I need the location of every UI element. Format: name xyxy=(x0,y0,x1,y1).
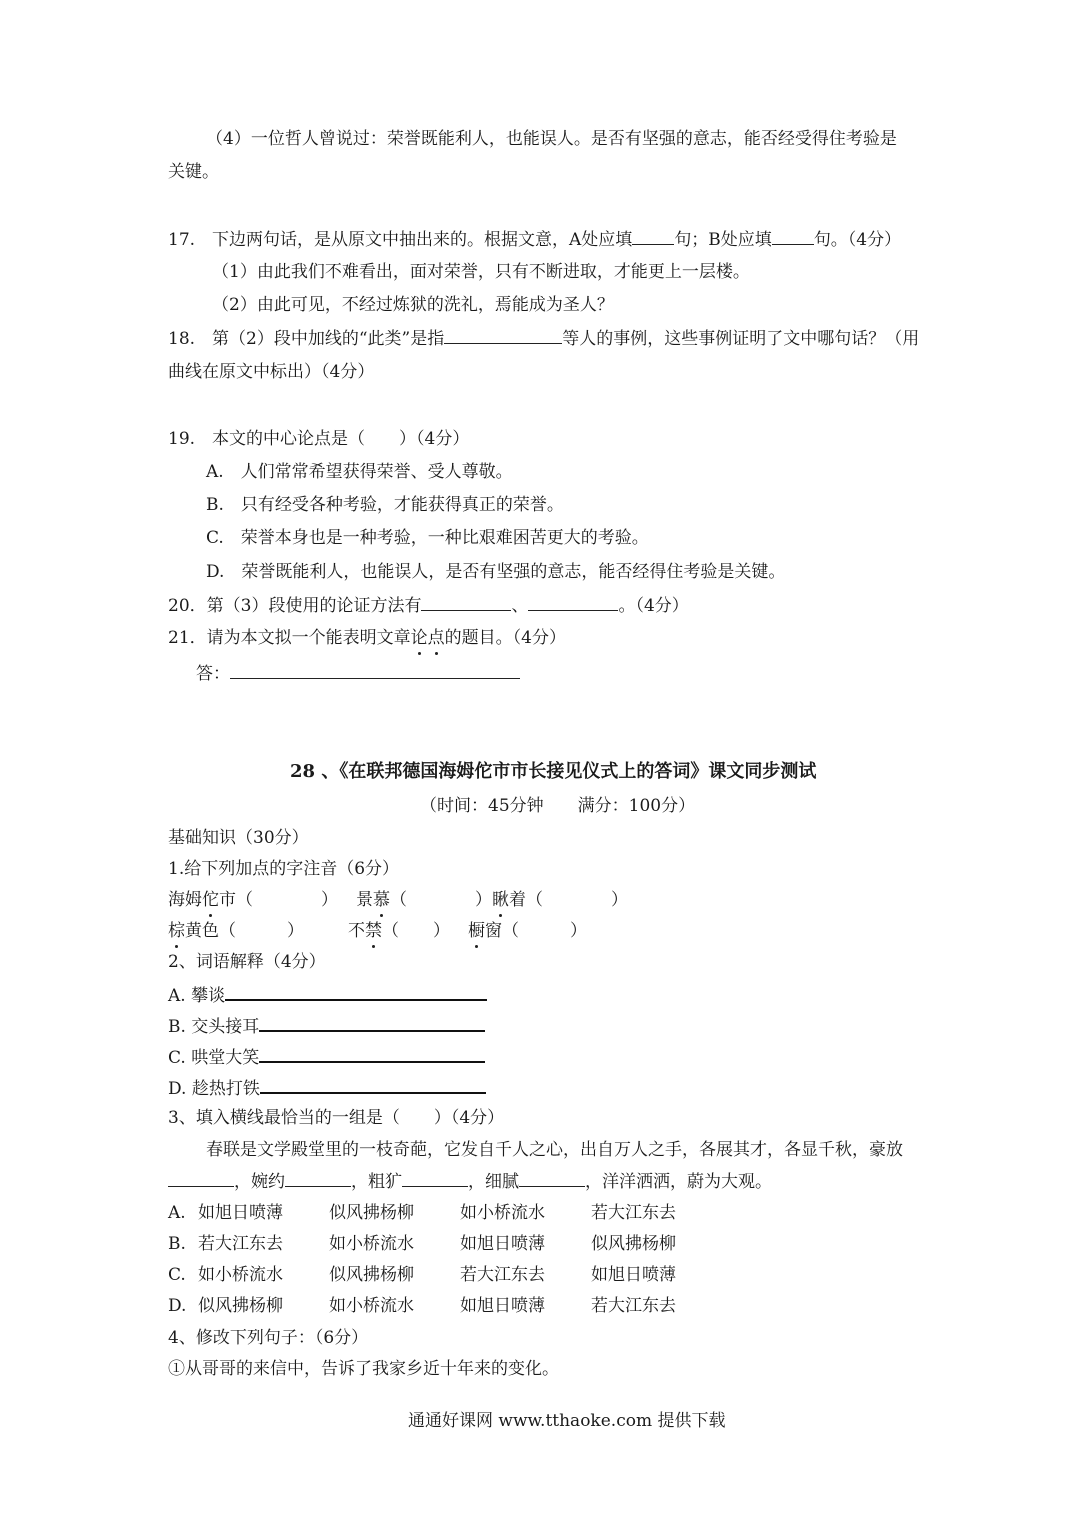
b3-paragraph-line-2 xyxy=(168,1170,772,1193)
b3-option-phrase: 如旭日喷薄 xyxy=(460,1296,545,1316)
b3-blank-2[interactable] xyxy=(285,1170,351,1187)
question-21 xyxy=(168,627,566,649)
b2-item-c xyxy=(168,1045,485,1069)
b3-option-phrase: 如旭日喷薄 xyxy=(198,1203,283,1223)
b1-item-post: 窗（ ） xyxy=(485,921,587,941)
b1-item-post: 黄色（ ） xyxy=(185,921,304,941)
answer-label: 答： xyxy=(196,664,230,684)
b2-blank[interactable] xyxy=(259,1014,485,1032)
b3-option-label: D. xyxy=(168,1296,187,1316)
b1-item-post: 市（ ） xyxy=(219,890,338,910)
b2-item-a xyxy=(168,983,487,1007)
question-17-text-b: 句；B处应填 xyxy=(674,230,772,250)
section-title: 28 、《在联邦德国海姆佗市市长接见仪式上的答词》课文同步测试 xyxy=(290,761,817,782)
question-17-sentence-1: （1）由此我们不难看出，面对荣誉，只有不断进取，才能更上一层楼。 xyxy=(212,262,750,282)
question-20 xyxy=(168,594,689,617)
b3-option-a[interactable] xyxy=(168,1202,676,1224)
b3-option-phrase: 若大江东去 xyxy=(198,1234,283,1254)
question-20-blank-2[interactable] xyxy=(528,594,618,611)
b3-text: ，婉约 xyxy=(234,1172,285,1192)
question-20-blank-1[interactable] xyxy=(421,594,511,611)
b2-blank[interactable] xyxy=(260,1076,486,1094)
b3-option-phrase: 似风拂杨柳 xyxy=(329,1265,414,1285)
b1-row-2 xyxy=(168,920,587,942)
question-21-dotted-char-2: 点 xyxy=(427,628,445,648)
question-19-option-d[interactable]: D. 荣誉既能利人，也能误人，是否有坚强的意志，能否经得住考验是关键。 xyxy=(206,562,786,582)
b2-stem: 2、词语解释（4分） xyxy=(168,952,326,972)
question-18-text-b: 等人的事例，这些事例证明了文中哪句话？（用 xyxy=(562,329,920,349)
b1-item xyxy=(168,889,356,911)
paragraph-4-line-1: （4）一位哲人曾说过：荣誉既能利人，也能误人。是否有坚强的意志，能否经受得住考验是 xyxy=(206,129,897,149)
b3-option-phrase: 如小桥流水 xyxy=(329,1296,414,1316)
paragraph-4-line-2: 关键。 xyxy=(168,162,219,182)
question-18-blank[interactable] xyxy=(444,327,562,344)
section-subtitle: （时间：45分钟 满分：100分） xyxy=(420,796,696,816)
question-20-text-a: 20．第（3）段使用的论证方法有 xyxy=(168,596,422,616)
b1-item xyxy=(356,889,492,911)
b2-term: B. 交头接耳 xyxy=(168,1017,260,1037)
b1-dotted-char: 禁 xyxy=(365,921,382,941)
b1-stem: 1.给下列加点的字注音（6分） xyxy=(168,859,400,879)
b1-item xyxy=(468,921,587,941)
b1-item-post: （ ） xyxy=(382,921,450,941)
b1-dotted-char: 橱 xyxy=(468,921,485,941)
b3-option-b[interactable] xyxy=(168,1233,676,1255)
b1-item-pre: 不 xyxy=(348,921,365,941)
b1-row-1 xyxy=(168,889,628,911)
question-21-answer xyxy=(196,662,520,685)
blank-a[interactable] xyxy=(632,228,674,245)
answer-blank[interactable] xyxy=(230,662,520,679)
question-21-dotted-char-1: 论 xyxy=(410,628,428,648)
b1-item xyxy=(168,920,348,942)
b2-item-d xyxy=(168,1076,486,1100)
b3-option-c[interactable] xyxy=(168,1264,676,1286)
question-18 xyxy=(168,327,919,350)
question-19-option-b[interactable]: B. 只有经受各种考验，才能获得真正的荣誉。 xyxy=(206,495,564,515)
question-21-text-b: 的题目。（4分） xyxy=(444,628,566,648)
b4-sentence-1: ①从哥哥的来信中，告诉了我家乡近十年来的变化。 xyxy=(168,1359,559,1379)
b3-option-phrase: 似风拂杨柳 xyxy=(198,1296,283,1316)
b3-option-phrase: 若大江东去 xyxy=(591,1203,676,1223)
b4-stem: 4、修改下列句子：（6分） xyxy=(168,1328,369,1348)
b3-blank-1[interactable] xyxy=(168,1170,234,1187)
b3-option-phrase: 如小桥流水 xyxy=(460,1203,545,1223)
b3-option-phrase: 如旭日喷薄 xyxy=(460,1234,545,1254)
question-19-stem: 19. 本文的中心论点是（ ）（4分） xyxy=(168,429,470,449)
b3-option-phrase: 若大江东去 xyxy=(460,1265,545,1285)
b3-text: ，细腻 xyxy=(468,1172,519,1192)
question-18-text-a: 18. 第（2）段中加线的“此类”是指 xyxy=(168,329,445,349)
b3-paragraph-line-1: 春联是文学殿堂里的一枝奇葩，它发自千人之心，出自万人之手，各展其才，各显千秋，豪放 xyxy=(206,1140,903,1160)
b3-option-phrase: 如小桥流水 xyxy=(329,1234,414,1254)
b2-term: A. 攀谈 xyxy=(168,986,226,1006)
b2-item-b xyxy=(168,1014,485,1038)
b1-item-post: （ ） xyxy=(390,890,492,910)
b3-text: ，洋洋洒洒，蔚为大观。 xyxy=(585,1172,772,1192)
b1-dotted-char: 瞅 xyxy=(492,890,509,910)
question-17-text-c: 句。（4分） xyxy=(813,230,902,250)
question-19-option-a[interactable]: A. 人们常常希望获得荣誉、受人尊敬。 xyxy=(206,462,513,482)
b3-option-phrase: 似风拂杨柳 xyxy=(591,1234,676,1254)
b3-stem: 3、填入横线最恰当的一组是（ ）（4分） xyxy=(168,1108,505,1128)
b3-option-label: A. xyxy=(168,1203,186,1223)
b3-option-phrase: 若大江东去 xyxy=(591,1296,676,1316)
blank-b[interactable] xyxy=(772,228,814,245)
b3-option-phrase: 如旭日喷薄 xyxy=(591,1265,676,1285)
page-footer: 通通好课网 www.tthaoke.com 提供下载 xyxy=(408,1411,726,1431)
b3-blank-3[interactable] xyxy=(402,1170,468,1187)
b3-text: ，粗犷 xyxy=(351,1172,402,1192)
b3-option-d[interactable] xyxy=(168,1295,676,1317)
question-17-sentence-2: （2）由此可见，不经过炼狱的洗礼，焉能成为圣人？ xyxy=(212,295,614,315)
b3-option-label: B. xyxy=(168,1234,186,1254)
b1-item xyxy=(492,890,628,910)
b1-item xyxy=(348,920,468,942)
question-21-text-a: 21．请为本文拟一个能表明文章 xyxy=(168,628,411,648)
b2-blank[interactable] xyxy=(259,1045,485,1063)
question-20-text-c: 。（4分） xyxy=(618,596,689,616)
question-17-text-a: 17. 下边两句话，是从原文中抽出来的。根据文意，A处应填 xyxy=(168,230,633,250)
b1-dotted-char: 棕 xyxy=(168,921,185,941)
question-17 xyxy=(168,228,901,251)
question-18-line-2: 曲线在原文中标出）（4分） xyxy=(168,362,375,382)
b2-term: D. 趁热打铁 xyxy=(168,1079,260,1099)
b1-item-pre: 景 xyxy=(356,890,373,910)
b3-option-phrase: 如小桥流水 xyxy=(198,1265,283,1285)
b3-option-label: C. xyxy=(168,1265,186,1285)
basic-knowledge-heading: 基础知识（30分） xyxy=(168,828,309,848)
b1-dotted-char: 慕 xyxy=(373,890,390,910)
question-20-text-b: 、 xyxy=(511,596,529,616)
b1-item-pre: 海姆 xyxy=(168,890,202,910)
b2-blank[interactable] xyxy=(225,983,487,1001)
b3-blank-4[interactable] xyxy=(519,1170,585,1187)
b1-dotted-char: 佗 xyxy=(202,890,219,910)
b3-option-phrase: 似风拂杨柳 xyxy=(329,1203,414,1223)
question-19-option-c[interactable]: C. 荣誉本身也是一种考验，一种比艰难困苦更大的考验。 xyxy=(206,528,649,548)
b2-term: C. 哄堂大笑 xyxy=(168,1048,260,1068)
b1-item-post: 着（ ） xyxy=(509,890,628,910)
